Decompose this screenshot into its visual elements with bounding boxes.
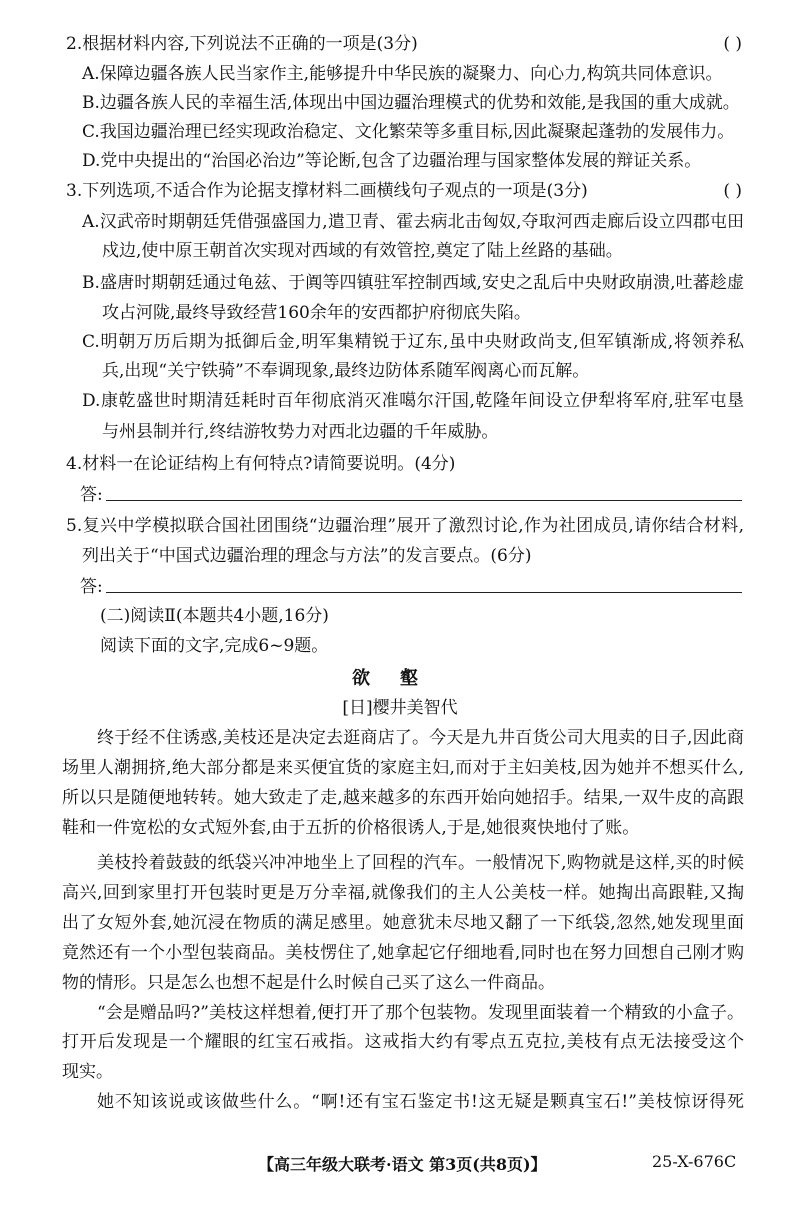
option: C.明朝万历后期为抵御后金,明军集精锐于辽东,虽中央财政尚支,但军镇渐成,将领养私	[82, 332, 744, 352]
footer-code: 25-X-676C	[652, 1152, 737, 1171]
answer-line	[106, 500, 742, 501]
passage-line: 她不知该说或该做些什么。“啊!还有宝石鉴定书!这无疑是颗真宝石!”美枝惊讶得死	[97, 1092, 744, 1112]
passage-line: 鞋和一件宽松的女式短外套,由于五折的价格很诱人,于是,她很爽快地付了账。	[62, 818, 640, 838]
question-5-stem: 5.复兴中学模拟联合国社团围绕“边疆治理”展开了激烈讨论,作为社团成员,请你结合材料,	[66, 516, 744, 536]
passage-line: 终于经不住诱惑,美枝还是决定去逛商店了。今天是九井百货公司大甩卖的日子,因此商	[97, 728, 744, 748]
answer-label: 答:	[80, 577, 103, 597]
passage-line: 出了女短外套,她沉浸在物质的满足感里。她意犹未尽地又翻了一下纸袋,忽然,她发现里面	[62, 913, 744, 933]
passage-line: 美枝拎着鼓鼓的纸袋兴冲冲地坐上了回程的汽车。一般情况下,购物就是这样,买的时候	[97, 853, 744, 873]
option: D.党中央提出的“治国必治边”等论断,包含了边疆治理与国家整体发展的辩证关系。	[82, 151, 702, 171]
option: A.汉武帝时期朝廷凭借强盛国力,遣卫青、霍去病北击匈奴,夺取河西走廊后设立四郡屯田	[82, 212, 744, 232]
option: B.边疆各族人民的幸福生活,体现出中国边疆治理模式的优势和效能,是我国的重大成就。	[82, 93, 740, 113]
passage-line: 现实。	[62, 1062, 113, 1082]
passage-line: 物的情形。只是怎么也想不起是什么时候自己买了这么一件商品。	[62, 973, 555, 993]
passage-line: 打开后发现是一个耀眼的红宝石戒指。这戒指大约有零点五克拉,美枝有点无法接受这个	[62, 1032, 744, 1052]
footer-page-info: 【高三年级大联考·语文 第3页(共8页)】	[258, 1155, 547, 1174]
passage-title: 欲壑	[352, 668, 448, 689]
question-4-stem: 4.材料一在论证结构上有何特点?请简要说明。(4分)	[66, 454, 456, 474]
passage-line: 场里人潮拥挤,绝大部分都是来买便宜货的家庭主妇,而对于主妇美枝,因为她并不想买什么,	[62, 758, 744, 778]
passage-line: 竟然还有一个小型包装商品。美枝愣住了,她拿起它仔细地看,同时也在努力回想自己刚才购	[62, 943, 744, 963]
option: D.康乾盛世时期清廷耗时百年彻底消灭准噶尔汗国,乾隆年间设立伊犁将军府,驻军屯垦	[82, 391, 744, 411]
passage-line: 高兴,回到家里打开包装时更是万分幸福,就像我们的主人公美枝一样。她掏出高跟鞋,又掏	[62, 883, 744, 903]
answer-paren: ( )	[723, 181, 742, 201]
question-5-stem-continued: 列出关于“中国式边疆治理的理念与方法”的发言要点。(6分)	[82, 546, 532, 566]
question-2-stem: 2.根据材料内容,下列说法不正确的一项是(3分)	[66, 34, 418, 54]
option-continued: 戍边,使中原王朝首次实现对西域的有效管控,奠定了陆上丝路的基础。	[102, 241, 623, 261]
answer-label: 答:	[80, 485, 103, 505]
option-continued: 兵,出现“关宁铁骑”不奉调现象,最终边防体系随军阀离心而瓦解。	[102, 361, 590, 381]
section-heading: (二)阅读Ⅱ(本题共4小题,16分)	[100, 606, 329, 626]
question-3-stem: 3.下列选项,不适合作为论据支撑材料二画横线句子观点的一项是(3分)	[66, 181, 588, 201]
section-instruction: 阅读下面的文字,完成6~9题。	[100, 636, 329, 656]
answer-line	[106, 592, 742, 593]
answer-paren: ( )	[723, 34, 742, 54]
option-continued: 攻占河陇,最终导致经营160余年的安西都护府彻底失陷。	[102, 303, 531, 323]
option: B.盛唐时期朝廷通过龟兹、于阗等四镇驻军控制西域,安史之乱后中央财政崩溃,吐蕃趁虚	[82, 273, 744, 293]
passage-line: “会是赠品吗?”美枝这样想着,便打开了那个包装物。发现里面装着一个精致的小盒子。	[97, 1003, 744, 1023]
option: C.我国边疆治理已经实现政治稳定、文化繁荣等多重目标,因此凝聚起蓬勃的发展伟力。	[82, 122, 735, 142]
option-continued: 与州县制并行,终结游牧势力对西北边疆的千年威胁。	[102, 422, 499, 442]
passage-line: 所以只是随便地转转。她大致走了走,越来越多的东西开始向她招手。结果,一双牛皮的高跟	[62, 788, 744, 808]
option: A.保障边疆各族人民当家作主,能够提升中华民族的凝聚力、向心力,构筑共同体意识。	[82, 64, 723, 84]
passage-author: [日]樱井美智代	[342, 698, 458, 718]
